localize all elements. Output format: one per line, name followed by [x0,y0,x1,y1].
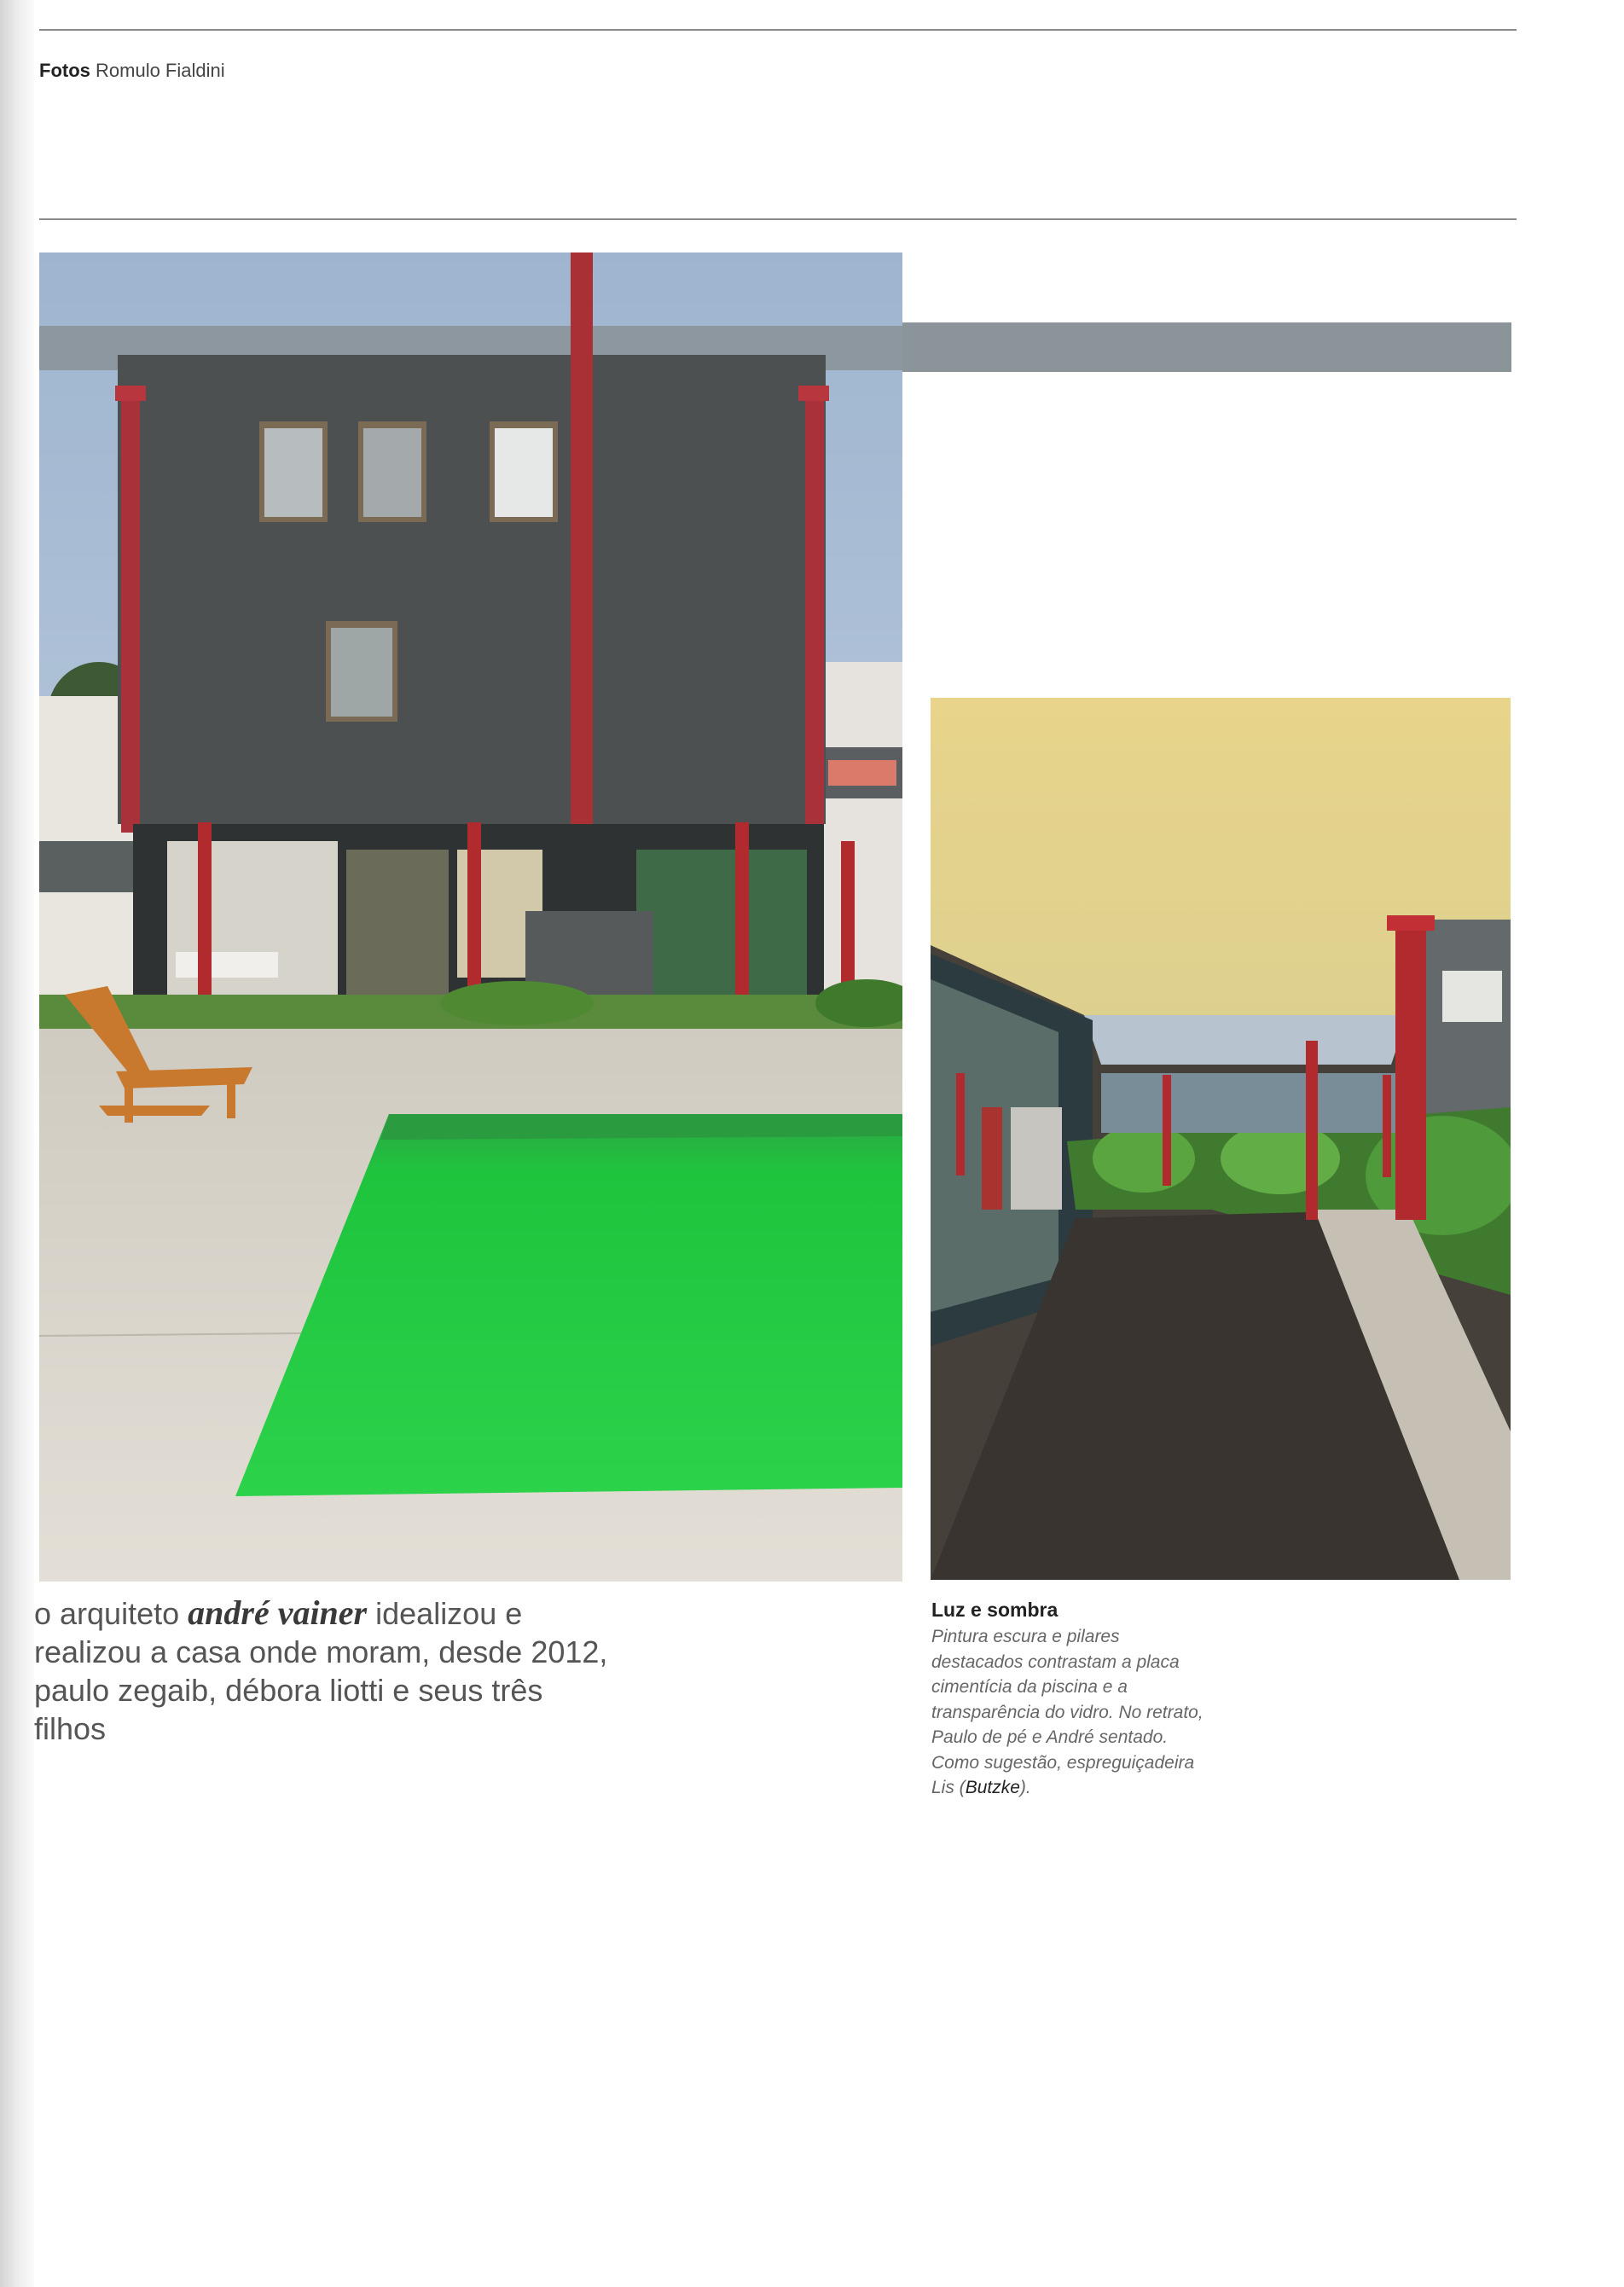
caption-end: ). [1019,1778,1031,1797]
caption-text: Pintura escura e pilares destacados contrastam a placa cimentícia da piscina e a transparência do vidro. No retrato, Paulo de pé e André sentado. Como sugestão, espreguiçadeira Lis ( [931,1627,1204,1797]
architect-name: andré vainer [188,1593,368,1632]
section-rule [39,218,1517,220]
top-rule [39,29,1517,31]
caption-title: Luz e sombra [931,1599,1058,1621]
credit-label: Fotos [39,60,90,81]
walkway-photo [931,698,1511,1580]
page-binding-shadow [0,0,34,2287]
pull-quote [34,1593,614,1748]
photo-credit [39,60,225,82]
pull-quote-lead: o arquiteto [34,1596,188,1631]
caption-body [931,1624,1204,1801]
pull-quote-rest: idealizou e realizou a casa onde moram, desde 2012, paulo zegaib, débora liotti e seus três filhos [34,1596,608,1746]
credit-name: Romulo Fialdini [96,60,225,81]
caption-brand: Butzke [965,1778,1020,1797]
house-pool-photo [39,252,902,1582]
gray-band [896,322,1511,372]
